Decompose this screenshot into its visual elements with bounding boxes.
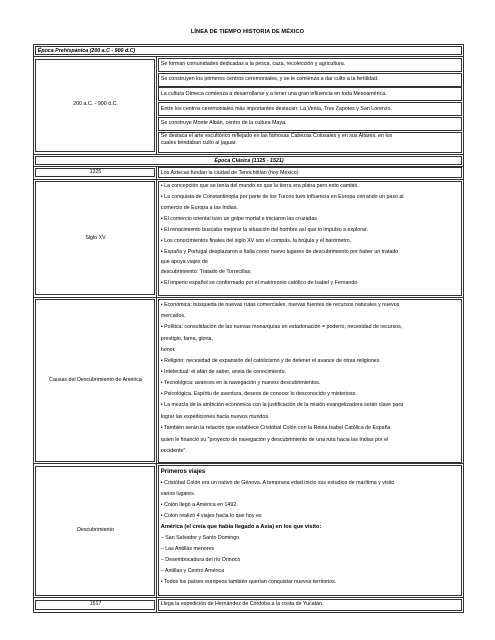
event-text: – Desembocadura del río Orinoco xyxy=(160,556,241,563)
event-text: • Económica: búsqueda de nuevas rutas comerciales, nuevas fuentes de recursos naturales y nuevos xyxy=(160,302,400,309)
event-text: • Cristóbal Colón era un nativo de Génova. A temprana edad inicio sus estudios de marítima y visito xyxy=(160,479,395,486)
table-row xyxy=(34,297,464,464)
page-title: LÍNEA DE TIEMPO HISTORIA DE MÉXICO xyxy=(190,29,305,35)
period-cell: Siglo XV xyxy=(35,181,155,295)
event-text: • El imperio español se conformado por el matrimonio católico de Isabel y Fernando. xyxy=(160,279,359,286)
event-text: mercados. xyxy=(160,313,186,320)
table-row xyxy=(34,57,464,155)
table-row xyxy=(34,45,464,57)
event-line xyxy=(158,132,462,153)
timeline-table xyxy=(33,44,464,613)
table-row xyxy=(34,464,464,598)
event-text: • Todos los países europeos también querían conquistar nuevos territorios. xyxy=(160,578,337,585)
event-line: Se forman comunidades dedicadas a la pesca, caza, recolección y agricultura. xyxy=(158,58,462,72)
event-text: • Tecnológica: avances en la navegación y nuevos descubrimientos. xyxy=(160,379,321,386)
event-text: comercio de Europa a las Indias. xyxy=(160,204,238,211)
table-row xyxy=(34,166,464,180)
event-text: honor. xyxy=(160,346,176,353)
event-text: varios lugares. xyxy=(160,490,196,497)
event-text: • El comercio oriental tuvo un golpe mortal e iniciaron las cruzadas. xyxy=(160,215,319,222)
event-text: • La conquista de Constantinopla por parte de los Turcos tuvo influencia en Europa cerrando un paso al xyxy=(160,193,404,200)
event-block xyxy=(158,181,462,296)
period-cell: Descubrimiento xyxy=(35,466,155,596)
event-line: Llega la expedición de Hernández de Córdoba a la costa de Yucatán. xyxy=(158,599,462,611)
event-text: – San Salvador y Santo Domingo xyxy=(160,534,240,541)
event-text: Se destaca el arte escultórico reflejado en las famosas Cabezas Colosales y en sus Altares, en los xyxy=(160,133,393,140)
subheading: Primeros viajes xyxy=(160,468,206,475)
event-text: prestigio, fama, gloria, xyxy=(160,335,213,342)
event-text: • Colon realizó 4 viajes hacia lo que hoy es xyxy=(160,512,262,519)
event-text: • También serán la relación que establece Cristóbal Colón con la Reina Isabel Católica de España xyxy=(160,425,391,432)
event-block xyxy=(158,465,462,596)
event-text: lograr las expediciones hacia nuevos mundos. xyxy=(160,413,270,420)
event-text: • El renacimiento buscaba mejorar la situación del hombre así que lo impulso a explorar. xyxy=(160,226,368,233)
event-line: Los Aztecas fundan la ciudad de Tenochtitlán (hoy México) xyxy=(158,167,462,178)
period-cell: Causas del Descubrimiento de América xyxy=(35,299,155,462)
event-text: • Los conocimientos finales del siglo XV son el compás, la brújula y el barómetro. xyxy=(160,237,352,244)
event-line: Se construyen los primeros centros ceremoniales, y se le comienza a dar culto a la fertilidad. xyxy=(158,73,462,87)
event-text: – Las Antillas menores xyxy=(160,545,215,552)
section-header-prehispanica: Época Prehispánica (200 a.C - 900 d.C) xyxy=(35,46,462,55)
event-text: cuales brindaban culto al jaguar. xyxy=(160,140,237,147)
event-text: • Intelectual: el afán de saber, ansia de conocimiento. xyxy=(160,368,287,375)
event-text: que apoya viajes de xyxy=(160,258,208,265)
event-text: • La concepción que se tenía del mundo es que la tierra era plana pero esto cambió. xyxy=(160,183,359,190)
table-row xyxy=(34,597,464,612)
event-text: – Antillas y Centro América xyxy=(160,567,225,574)
event-text: • Colón llegó a América en 1492. xyxy=(160,501,238,508)
event-block xyxy=(158,299,462,463)
event-text: occidente". xyxy=(160,448,187,455)
event-text: descubrimiento: Tratado de Torrecillas. xyxy=(160,268,252,275)
event-line: Se construye Monte Albán, centro de la cultura Maya. xyxy=(158,117,462,131)
table-row xyxy=(34,154,464,166)
event-text: • Psicológica. Espíritu de aventura, deseos de conocer lo desconocido y misterioso. xyxy=(160,390,357,397)
date-cell: 200 a.C. - 900 d.C. xyxy=(35,59,155,152)
section-header-clasica: Época Clásica (1325 - 1521) xyxy=(35,156,462,165)
date-cell: 1517 xyxy=(35,600,155,610)
event-line: Entre los centros ceremoniales más importantes destacan: La Venta, Tres Zapotes y San Lorenzo. xyxy=(158,102,462,116)
event-text: • Política: consolidación de las nuevas monarquías en estadonación = poderío, necesidad de recursos, xyxy=(160,324,403,331)
event-line: La cultura Olmeca comienza a desarrollarse y a tener una gran influencia en toda Mesoamérica. xyxy=(158,87,462,101)
table-row xyxy=(34,180,464,298)
event-text: • España y Portugal desplazaron a Italia como nuevo lugares de descubrimiento por haber un tratado xyxy=(160,248,399,255)
event-text: quien le financió su "proyecto de navegación y descubrimiento de una ruta hacia las Indias por el xyxy=(160,436,389,443)
event-text: • La mezcla de la ambición económica con la justificación de la misión evangelizadora serán clave para xyxy=(160,402,404,409)
date-cell: 1325 xyxy=(35,168,155,177)
event-text: • Religión: necesidad de expansión del catolicismo y de detener el avance de otras religiones. xyxy=(160,357,381,364)
subheading: América (el creía que había llegado a Asia) en los que visito: xyxy=(160,523,322,530)
